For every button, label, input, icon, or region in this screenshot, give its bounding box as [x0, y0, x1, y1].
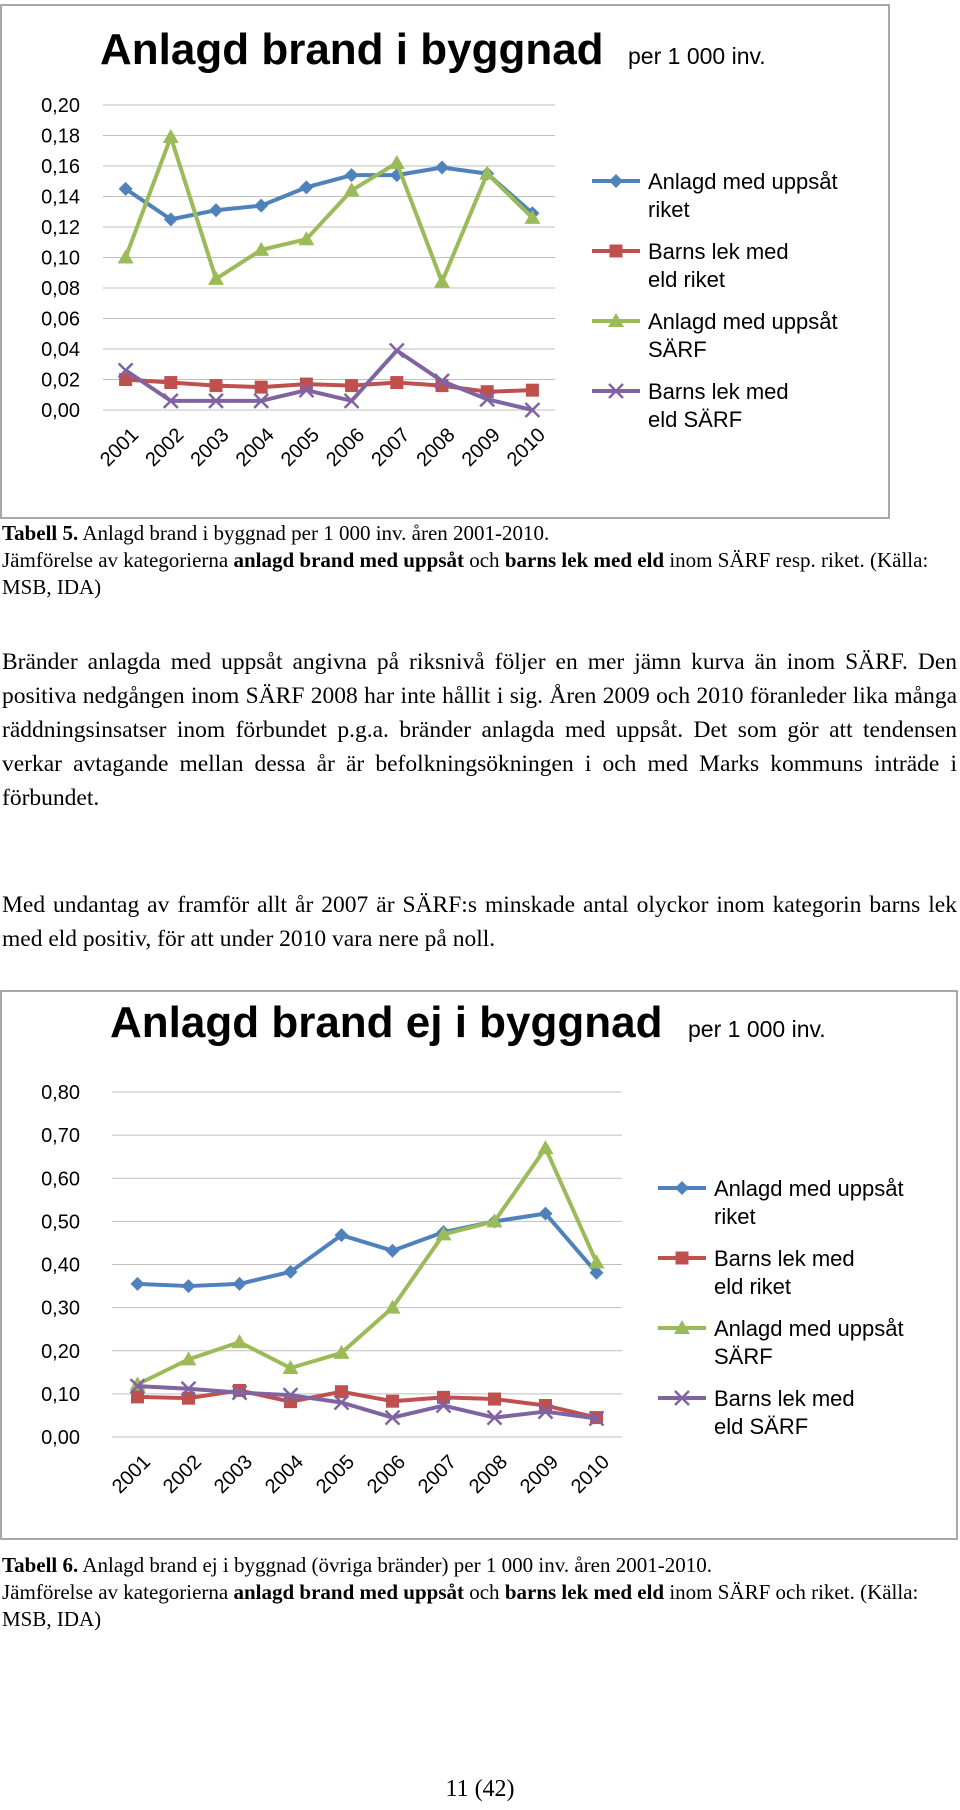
legend-label: Barns lek med: [648, 379, 789, 404]
legend-label: riket: [714, 1204, 756, 1229]
x-tick-label: 2004: [231, 423, 279, 472]
caption-text: Jämförelse av kategorierna: [2, 548, 234, 572]
y-tick-label: 0,70: [41, 1125, 80, 1148]
caption-text: Anlagd brand i byggnad per 1 000 inv. åren 2001-2010.: [78, 521, 550, 545]
y-tick-label: 0,20: [41, 95, 80, 117]
y-tick-label: 0,00: [41, 400, 80, 422]
x-tick-label: 2007: [414, 1450, 462, 1499]
legend-marker: [610, 245, 623, 258]
y-tick-label: 0,14: [41, 186, 80, 209]
x-tick-label: 2009: [457, 423, 505, 472]
data-point: [210, 379, 223, 392]
x-tick-label: 2005: [276, 423, 324, 472]
x-tick-label: 2002: [141, 423, 189, 472]
chart2-svg: [0, 990, 958, 1540]
y-tick-label: 0,40: [41, 1254, 80, 1277]
legend-label: eld riket: [648, 267, 726, 292]
data-point: [390, 376, 403, 389]
y-tick-label: 0,00: [41, 1427, 80, 1449]
y-tick-label: 0,60: [41, 1168, 80, 1191]
y-tick-label: 0,08: [41, 278, 80, 300]
x-tick-label: 2001: [96, 423, 144, 472]
data-point: [345, 379, 358, 392]
body-paragraph-1: Bränder anlagda med uppsåt angivna på riksnivå följer en mer jämn kurva än inom SÄRF. Den positiva nedgången inom SÄRF 2008 har inte hållit i sig. Åren 2009 och 2010 föranleder lika många räddningsinsatser inom förbundet p.g.a. bränder anlagda med uppsåt. Det som gör att tendensen verkar avtagande mellan dessa år är befolkningsökningen i och med Marks kommuns inträde i förbundet.: [2, 649, 957, 811]
chart-title: Anlagd brand i byggnad: [100, 25, 604, 74]
y-tick-label: 0,06: [41, 308, 80, 331]
legend-label: Barns lek med: [714, 1246, 855, 1271]
x-tick-label: 2009: [516, 1450, 564, 1499]
chart-subtitle: per 1 000 inv.: [688, 1016, 826, 1042]
page-number: 11 (42): [445, 1776, 515, 1802]
x-tick-label: 2008: [412, 423, 460, 472]
legend-label: SÄRF: [714, 1344, 773, 1369]
data-point: [386, 1395, 399, 1408]
x-tick-label: 2003: [186, 423, 234, 472]
legend-label: eld SÄRF: [648, 407, 743, 432]
y-tick-label: 0,16: [41, 156, 80, 178]
x-tick-label: 2001: [108, 1450, 156, 1499]
caption-text: inom SÄRF resp. riket. (Källa: MSB, IDA): [2, 548, 929, 599]
x-tick-label: 2007: [367, 423, 415, 472]
chart-title: Anlagd brand ej i byggnad: [110, 998, 663, 1047]
caption-label: Tabell 5.: [2, 521, 79, 545]
caption-text: Anlagd brand ej i byggnad (övriga bränder) per 1 000 inv. åren 2001-2010.: [78, 1553, 712, 1577]
y-tick-label: 0,20: [41, 1340, 80, 1363]
y-tick-label: 0,02: [41, 369, 80, 392]
legend-label: eld SÄRF: [714, 1414, 809, 1439]
data-point: [164, 376, 177, 389]
x-tick-label: 2004: [261, 1450, 309, 1499]
caption-bold: barns lek med eld: [504, 548, 665, 572]
y-tick-label: 0,12: [41, 217, 80, 239]
data-point: [488, 1393, 501, 1406]
legend-label: eld riket: [714, 1274, 792, 1299]
chart-anlagd-brand-ej-i-byggnad: [0, 990, 958, 1540]
caption-text: Jämförelse av kategorierna: [2, 1580, 234, 1604]
legend-label: riket: [648, 197, 690, 222]
caption-text: inom SÄRF och riket. (Källa: MSB, IDA): [2, 1580, 919, 1631]
legend-label: Barns lek med: [648, 239, 789, 264]
x-tick-label: 2003: [210, 1450, 258, 1499]
x-tick-label: 2006: [363, 1450, 411, 1499]
chart1-svg: [0, 4, 890, 519]
caption-bold: anlagd brand med uppsåt: [233, 1580, 464, 1604]
legend-label: SÄRF: [648, 337, 707, 362]
x-tick-label: 2010: [502, 423, 550, 472]
caption-bold: anlagd brand med uppsåt: [233, 548, 464, 572]
x-tick-label: 2002: [159, 1450, 207, 1499]
y-tick-label: 0,80: [41, 1082, 80, 1104]
caption-bold: barns lek med eld: [504, 1580, 665, 1604]
legend-label: Anlagd med uppsåt: [714, 1316, 904, 1341]
legend-label: Anlagd med uppsåt: [714, 1176, 904, 1201]
caption-label: Tabell 6.: [2, 1553, 79, 1577]
y-tick-label: 0,04: [41, 339, 80, 361]
y-tick-label: 0,50: [41, 1211, 80, 1234]
caption-text: och: [463, 1580, 505, 1604]
legend-label: Barns lek med: [714, 1386, 855, 1411]
caption-tabell-6: [2, 1552, 957, 1633]
x-tick-label: 2006: [322, 423, 370, 472]
caption-tabell-5: [2, 520, 957, 601]
data-point: [526, 384, 539, 397]
body-paragraph-2: Med undantag av framför allt år 2007 är SÄRF:s minskade antal olyckor inom kategorin barns lek med eld positiv, för att under 2010 vara nere på noll.: [2, 892, 957, 952]
caption-text: och: [463, 548, 505, 572]
chart-anlagd-brand-i-byggnad: [0, 4, 890, 519]
legend-label: Anlagd med uppsåt: [648, 309, 838, 334]
data-point: [255, 381, 268, 394]
chart-subtitle: per 1 000 inv.: [628, 43, 766, 69]
y-tick-label: 0,10: [41, 1383, 80, 1406]
y-tick-label: 0,30: [41, 1297, 80, 1320]
x-tick-label: 2005: [312, 1450, 360, 1499]
legend-marker: [676, 1252, 689, 1265]
x-tick-label: 2008: [465, 1450, 513, 1499]
y-tick-label: 0,18: [41, 125, 80, 148]
y-tick-label: 0,10: [41, 247, 80, 270]
legend-label: Anlagd med uppsåt: [648, 169, 838, 194]
x-tick-label: 2010: [567, 1450, 615, 1499]
